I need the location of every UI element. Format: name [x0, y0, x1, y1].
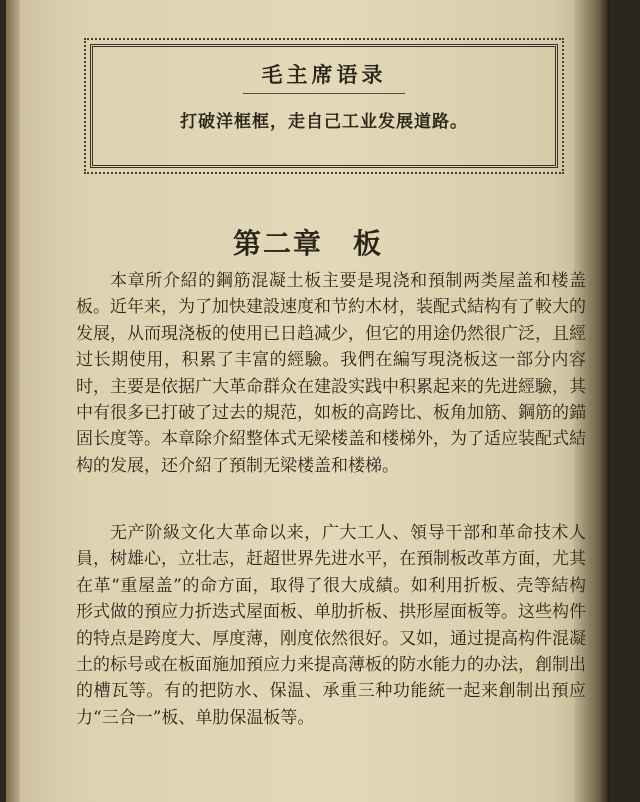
book-page	[6, 0, 610, 802]
chapter-title: 第二章 板	[232, 227, 383, 260]
paragraph-2: 无产阶級文化大革命以来，广大工人、領导干部和革命技术人員，树雄心，立壮志，赶超世界先进水平，在預制板改革方面，尤其在革“重屋盖”的命方面，取得了很大成績。如利用折板、壳等結构形式做的預应力折迭式屋面板、单肋折板、拱形屋面板等。这些构件的特点是跨度大、厚度薄，刚度依然很好。又如，通过提高构件混凝土的标号或在板面施加預应力来提高薄板的防水能力的办法，創制出的槽瓦等。有的把防水、保温、承重三种功能統一起来創制出預应力“三合一”板、单肋保温板等。	[76, 523, 586, 728]
page-gutter	[6, 0, 20, 802]
quote-divider	[243, 93, 405, 94]
quote-frame	[90, 44, 558, 168]
quote-title: 毛主席语录	[261, 63, 387, 87]
paragraph-1: 本章所介紹的鋼筋混凝土板主要是現浇和預制两类屋盖和楼盖板。近年来，为了加快建設速度和节約木材，装配式結构有了較大的发展，从而現浇板的使用已日趋减少，但它的用途仍然很广泛，且經过长期使用，积累了丰富的經驗。我們在編写現浇板这一部分内容时，主要是依据广大革命群众在建設实践中积累起来的先进經驗，其中有很多已打破了过去的規范，如板的高跨比、板角加筋、鋼筋的錨固长度等。本章除介紹整体式无梁楼盖和楼梯外，为了适应装配式結构的发展，还介紹了預制无梁楼盖和楼梯。	[76, 271, 586, 476]
quote-text: 打破洋框框，走自己工业发展道路。	[180, 112, 468, 132]
